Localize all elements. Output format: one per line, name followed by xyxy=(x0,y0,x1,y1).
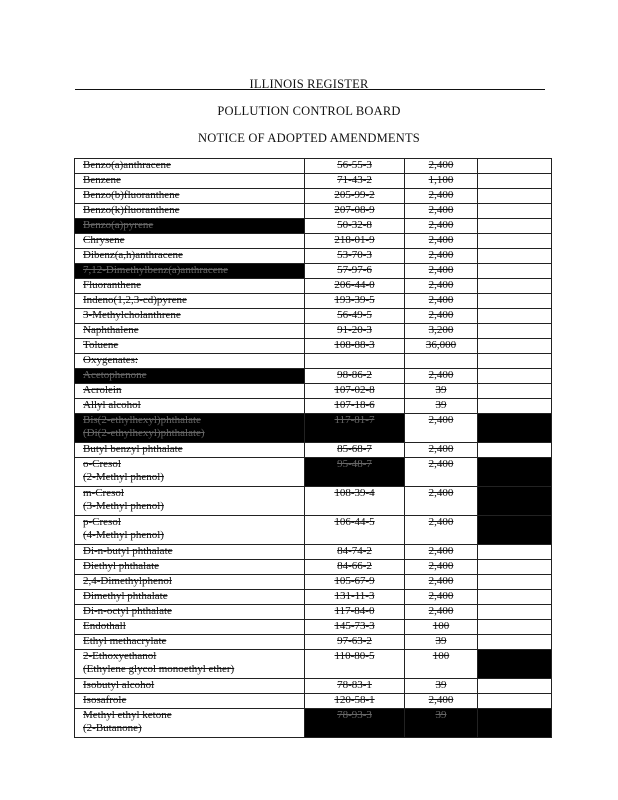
constituent-synonym: (3-Methyl phenol) xyxy=(83,500,164,512)
cas-number-text: 57-97-6 xyxy=(337,264,372,276)
redaction-cell xyxy=(478,620,552,635)
constituent-name-text: Bis(2-ethylhexyl)phthalate xyxy=(83,414,201,426)
cas-number-text: 53-70-3 xyxy=(337,249,372,261)
header-rule xyxy=(75,89,545,90)
cas-number xyxy=(305,189,405,204)
constituent-name xyxy=(75,264,305,279)
table-row xyxy=(75,339,552,354)
cas-number-text: 117-81-7 xyxy=(334,414,375,426)
constituent-name-text: Butyl benzyl phthalate xyxy=(83,443,183,455)
standard-value-text: 39 xyxy=(435,709,447,721)
constituent-name-text: Acetophenone xyxy=(83,369,147,381)
cas-number-text: 84-66-2 xyxy=(337,560,372,572)
standard-value xyxy=(405,234,478,249)
constituent-name-text: Benzo(a)anthracene xyxy=(83,159,171,171)
constituent-name-text: Toluene xyxy=(83,339,119,351)
standard-value-text: 2,400 xyxy=(428,159,454,171)
cas-number-text: 117-84-0 xyxy=(334,605,375,617)
constituent-name xyxy=(75,189,305,204)
constituent-name-text: 3-Methylcholanthrene xyxy=(83,309,181,321)
cas-number-text: 98-86-2 xyxy=(337,369,372,381)
cas-number xyxy=(305,339,405,354)
redaction-cell xyxy=(478,354,552,369)
standard-value xyxy=(405,635,478,650)
table-row xyxy=(75,249,552,264)
cas-number-text: 78-93-3 xyxy=(337,709,372,721)
constituent-name-text: 2,4-Dimethylphenol xyxy=(83,575,172,587)
cas-number xyxy=(305,399,405,414)
constituent-name xyxy=(75,309,305,324)
standard-value xyxy=(405,264,478,279)
standard-value-text: 2,400 xyxy=(428,219,454,231)
constituent-name xyxy=(75,560,305,575)
table-row xyxy=(75,369,552,384)
constituent-name xyxy=(75,605,305,620)
cas-number-text: 56-49-5 xyxy=(337,309,372,321)
standard-value-text: 100 xyxy=(432,620,450,632)
standard-value xyxy=(405,590,478,605)
constituent-synonym: (Ethylene glycol monoethyl ether) xyxy=(83,663,235,675)
cas-number-text: 78-83-1 xyxy=(337,679,372,691)
table-row xyxy=(75,219,552,234)
cas-number-text: 131-11-3 xyxy=(334,590,375,602)
constituent-name-text: Ethyl methacrylate xyxy=(83,635,167,647)
constituent-name-text: Di-n-octyl phthalate xyxy=(83,605,172,617)
redaction-cell xyxy=(478,605,552,620)
cas-number-text: 193-39-5 xyxy=(334,294,375,306)
table-row xyxy=(75,575,552,590)
cas-number xyxy=(305,694,405,709)
cas-number xyxy=(305,635,405,650)
table-row xyxy=(75,189,552,204)
redaction-cell xyxy=(478,458,552,487)
table-row xyxy=(75,620,552,635)
standard-value-text: 2,400 xyxy=(428,234,454,246)
standard-value xyxy=(405,560,478,575)
table-row xyxy=(75,159,552,174)
constituent-name-text: Benzo(k)fluoranthene xyxy=(83,204,180,216)
standard-value xyxy=(405,458,478,487)
table-row xyxy=(75,560,552,575)
redaction-cell xyxy=(478,679,552,694)
standard-value xyxy=(405,354,478,369)
category-label xyxy=(75,354,305,369)
standard-value xyxy=(405,294,478,309)
cas-number xyxy=(305,443,405,458)
cas-number xyxy=(305,249,405,264)
constituent-name-text: Naphthalene xyxy=(83,324,139,336)
constituent-name-text: Oxygenates: xyxy=(83,354,138,366)
constituent-name xyxy=(75,339,305,354)
table-row xyxy=(75,545,552,560)
standard-value-text: 2,400 xyxy=(428,369,454,381)
cas-number xyxy=(305,264,405,279)
board-title: POLLUTION CONTROL BOARD xyxy=(217,104,401,118)
cas-number xyxy=(305,590,405,605)
table-row xyxy=(75,399,552,414)
register-title: ILLINOIS REGISTER xyxy=(249,77,369,91)
redaction-cell xyxy=(478,650,552,679)
standard-value xyxy=(405,399,478,414)
constituent-name-text: o-Cresol xyxy=(83,458,121,470)
cas-number xyxy=(305,545,405,560)
standard-value-text: 2,400 xyxy=(428,560,454,572)
cas-number xyxy=(305,487,405,516)
constituent-name-text: 2-Ethoxyethanol xyxy=(83,650,157,662)
redaction-cell xyxy=(478,294,552,309)
cas-number-text: 110-80-5 xyxy=(334,650,375,662)
redaction-cell xyxy=(478,369,552,384)
constituent-name-text: Diethyl phthalate xyxy=(83,560,160,572)
constituent-name-text: Benzo(b)fluoranthene xyxy=(83,189,180,201)
table-row xyxy=(75,384,552,399)
standard-value-text: 2,400 xyxy=(428,264,454,276)
cas-number-text: 120-58-1 xyxy=(334,694,375,706)
cas-number-text: 107-18-6 xyxy=(334,399,375,411)
constituent-name xyxy=(75,249,305,264)
constituent-synonym: (4-Methyl phenol) xyxy=(83,529,164,541)
standard-value-text: 1,100 xyxy=(428,174,454,186)
cas-number xyxy=(305,204,405,219)
standard-value xyxy=(405,204,478,219)
redaction-cell xyxy=(478,590,552,605)
constituent-name-text: Benzo(a)pyrene xyxy=(83,219,154,231)
redaction-cell xyxy=(478,219,552,234)
redaction-cell xyxy=(478,545,552,560)
standard-value xyxy=(405,545,478,560)
standard-value xyxy=(405,709,478,738)
table-row xyxy=(75,279,552,294)
standard-value xyxy=(405,189,478,204)
standard-value xyxy=(405,174,478,189)
constituent-name-text: Indeno(1,2,3-cd)pyrene xyxy=(83,294,187,306)
constituent-name-text: Dibenz(a,h)anthracene xyxy=(83,249,183,261)
cas-number-text: 91-20-3 xyxy=(337,324,372,336)
standard-value xyxy=(405,605,478,620)
cas-number xyxy=(305,279,405,294)
constituent-name-text: Chrysene xyxy=(83,234,125,246)
table-row xyxy=(75,324,552,339)
constituent-name xyxy=(75,324,305,339)
constituent-name-text: Endothall xyxy=(83,620,126,632)
cas-number xyxy=(305,384,405,399)
constituent-name xyxy=(75,590,305,605)
constituent-name-text: Acrolein xyxy=(83,384,122,396)
standard-value xyxy=(405,679,478,694)
constituent-name xyxy=(75,294,305,309)
standard-value xyxy=(405,309,478,324)
constituent-name-text: Di-n-butyl phthalate xyxy=(83,545,173,557)
standard-value xyxy=(405,620,478,635)
table-row xyxy=(75,174,552,189)
constituent-name xyxy=(75,487,305,516)
cas-number-text: 218-01-9 xyxy=(334,234,375,246)
constituent-name xyxy=(75,174,305,189)
table-row xyxy=(75,354,552,369)
constituent-name xyxy=(75,694,305,709)
table-row xyxy=(75,709,552,738)
table-row xyxy=(75,516,552,545)
redaction-cell xyxy=(478,384,552,399)
redaction-cell xyxy=(478,159,552,174)
table-row xyxy=(75,635,552,650)
constituent-synonym: (Di(2-ethylhexyl)phthalate) xyxy=(83,427,205,439)
table-row xyxy=(75,694,552,709)
table-row xyxy=(75,650,552,679)
constituent-name-text: p-Cresol xyxy=(83,516,121,528)
constituent-name xyxy=(75,234,305,249)
standard-value-text: 2,400 xyxy=(428,694,454,706)
redaction-cell xyxy=(478,516,552,545)
constituent-name xyxy=(75,399,305,414)
table-row xyxy=(75,590,552,605)
table-row xyxy=(75,264,552,279)
cas-number xyxy=(305,605,405,620)
constituent-synonym: (2-Methyl phenol) xyxy=(83,471,164,483)
cas-number xyxy=(305,159,405,174)
standard-value xyxy=(405,694,478,709)
cas-number xyxy=(305,516,405,545)
cas-number-text: 95-48-7 xyxy=(337,458,372,470)
constituent-table xyxy=(74,158,552,738)
cas-number-text: 108-39-4 xyxy=(334,487,375,499)
standard-value-text: 39 xyxy=(435,384,447,396)
cas-number xyxy=(305,294,405,309)
standard-value-text: 2,400 xyxy=(428,294,454,306)
cas-number xyxy=(305,414,405,443)
redaction-cell xyxy=(478,339,552,354)
cas-number-text: 106-44-5 xyxy=(334,516,375,528)
standard-value-text: 2,400 xyxy=(428,204,454,216)
constituent-name-text: Benzene xyxy=(83,174,121,186)
cas-number-text: 97-63-2 xyxy=(337,635,372,647)
standard-value xyxy=(405,219,478,234)
cas-number xyxy=(305,174,405,189)
constituent-name xyxy=(75,679,305,694)
cas-number-text: 85-68-7 xyxy=(337,443,372,455)
constituent-name-text: Dimethyl phthalate xyxy=(83,590,168,602)
cas-number-text: 50-32-8 xyxy=(337,219,372,231)
redaction-cell xyxy=(478,264,552,279)
redaction-cell xyxy=(478,575,552,590)
constituent-name xyxy=(75,443,305,458)
cas-number xyxy=(305,650,405,679)
constituent-name xyxy=(75,414,305,443)
table-row xyxy=(75,679,552,694)
standard-value xyxy=(405,516,478,545)
cas-number-text: 105-67-9 xyxy=(334,575,375,587)
redaction-cell xyxy=(478,414,552,443)
redaction-cell xyxy=(478,635,552,650)
table-row xyxy=(75,605,552,620)
cas-number-text: 205-99-2 xyxy=(334,189,375,201)
constituent-name-text: Isobutyl alcohol xyxy=(83,679,155,691)
constituent-name xyxy=(75,458,305,487)
constituent-name xyxy=(75,369,305,384)
constituent-name xyxy=(75,635,305,650)
redaction-cell xyxy=(478,709,552,738)
standard-value-text: 2,400 xyxy=(428,590,454,602)
standard-value xyxy=(405,249,478,264)
constituent-name xyxy=(75,575,305,590)
redaction-cell xyxy=(478,560,552,575)
cas-number xyxy=(305,709,405,738)
constituent-name-text: Methyl ethyl ketone xyxy=(83,709,172,721)
cas-number xyxy=(305,620,405,635)
standard-value xyxy=(405,487,478,516)
redaction-cell xyxy=(478,234,552,249)
cas-number-text: 84-74-2 xyxy=(337,545,372,557)
standard-value xyxy=(405,369,478,384)
constituent-synonym: (2-Butanone) xyxy=(83,722,142,734)
constituent-name-text: Fluoranthene xyxy=(83,279,142,291)
constituent-name-text: Allyl alcohol xyxy=(83,399,141,411)
constituent-name xyxy=(75,204,305,219)
constituent-name xyxy=(75,709,305,738)
standard-value xyxy=(405,414,478,443)
standard-value xyxy=(405,650,478,679)
table-row xyxy=(75,487,552,516)
cas-number-text: 71-43-2 xyxy=(337,174,372,186)
standard-value-text: 2,400 xyxy=(428,487,454,499)
cas-number xyxy=(305,458,405,487)
cas-number-text: 207-08-9 xyxy=(334,204,375,216)
standard-value-text: 2,400 xyxy=(428,309,454,321)
constituent-name xyxy=(75,516,305,545)
constituent-name xyxy=(75,219,305,234)
table-row xyxy=(75,458,552,487)
constituent-name xyxy=(75,159,305,174)
standard-value-text: 2,400 xyxy=(428,458,454,470)
redaction-cell xyxy=(478,174,552,189)
constituent-name xyxy=(75,279,305,294)
standard-value-text: 100 xyxy=(432,650,450,662)
constituent-name-text: Isosafrole xyxy=(83,694,127,706)
redaction-cell xyxy=(478,399,552,414)
redaction-cell xyxy=(478,279,552,294)
cas-number-text: 145-73-3 xyxy=(334,620,375,632)
standard-value xyxy=(405,575,478,590)
redaction-cell xyxy=(478,694,552,709)
constituent-name-text: m-Cresol xyxy=(83,487,124,499)
standard-value-text: 2,400 xyxy=(428,545,454,557)
cas-number xyxy=(305,309,405,324)
cas-number xyxy=(305,324,405,339)
standard-value-text: 39 xyxy=(435,399,447,411)
cas-number-text: 107-02-8 xyxy=(334,384,375,396)
redaction-cell xyxy=(478,249,552,264)
constituent-name xyxy=(75,650,305,679)
standard-value-text: 2,400 xyxy=(428,443,454,455)
standard-value-text: 39 xyxy=(435,635,447,647)
redaction-cell xyxy=(478,487,552,516)
standard-value xyxy=(405,159,478,174)
standard-value xyxy=(405,324,478,339)
standard-value-text: 2,400 xyxy=(428,414,454,426)
standard-value-text: 39 xyxy=(435,679,447,691)
table-row xyxy=(75,309,552,324)
standard-value xyxy=(405,279,478,294)
cas-number xyxy=(305,679,405,694)
cas-number xyxy=(305,575,405,590)
constituent-name xyxy=(75,620,305,635)
standard-value-text: 36,000 xyxy=(425,339,457,351)
table-row xyxy=(75,294,552,309)
cas-number xyxy=(305,369,405,384)
standard-value-text: 3,200 xyxy=(428,324,454,336)
redaction-cell xyxy=(478,309,552,324)
cas-number-text: 56-55-3 xyxy=(337,159,372,171)
constituent-name xyxy=(75,384,305,399)
notice-title: NOTICE OF ADOPTED AMENDMENTS xyxy=(198,131,420,145)
table-row xyxy=(75,204,552,219)
standard-value-text: 2,400 xyxy=(428,249,454,261)
table-row xyxy=(75,414,552,443)
constituent-name-text: 7,12-Dimethylbenz(a)anthracene xyxy=(83,264,229,276)
table-row xyxy=(75,234,552,249)
redaction-cell xyxy=(478,324,552,339)
standard-value xyxy=(405,384,478,399)
standard-value xyxy=(405,339,478,354)
standard-value-text: 2,400 xyxy=(428,605,454,617)
cas-number xyxy=(305,219,405,234)
standard-value-text: 2,400 xyxy=(428,516,454,528)
redaction-cell xyxy=(478,443,552,458)
standard-value xyxy=(405,443,478,458)
cas-number-text: 108-88-3 xyxy=(334,339,375,351)
standard-value-text: 2,400 xyxy=(428,279,454,291)
cas-number xyxy=(305,560,405,575)
table-row xyxy=(75,443,552,458)
constituent-name xyxy=(75,545,305,560)
redaction-cell xyxy=(478,189,552,204)
cas-number-text: 206-44-0 xyxy=(334,279,375,291)
redaction-cell xyxy=(478,204,552,219)
standard-value-text: 2,400 xyxy=(428,575,454,587)
cas-number xyxy=(305,354,405,369)
standard-value-text: 2,400 xyxy=(428,189,454,201)
cas-number xyxy=(305,234,405,249)
